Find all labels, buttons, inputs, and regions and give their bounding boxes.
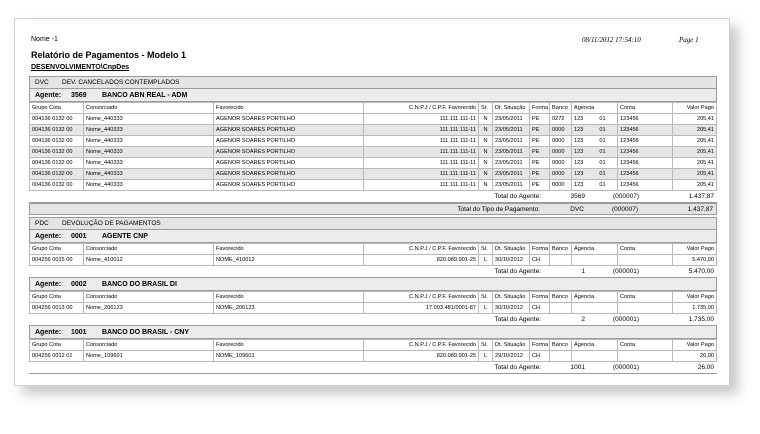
table-cell: AGENOR SOARES PORTILHO: [214, 125, 364, 136]
table-row: [30, 136, 717, 147]
table-cell: Nome_440333: [84, 147, 214, 158]
payment-type-code: DVC: [35, 79, 49, 86]
column-header: Consorciado: [84, 103, 214, 114]
table-cell: CH: [530, 351, 550, 362]
table-cell: PE: [530, 180, 550, 191]
agent-number: 1001: [71, 328, 87, 336]
table-cell: [618, 255, 673, 266]
table-cell: [572, 147, 618, 158]
payment-type-header: [29, 76, 717, 89]
column-header: Conta: [618, 292, 673, 303]
column-header: Favorecido: [214, 103, 364, 114]
column-header: Dt. Situação: [493, 340, 530, 351]
table-cell: NOME_109601: [214, 351, 364, 362]
table-cell: 123456: [618, 125, 673, 136]
table-cell: 111.111.111-11: [364, 125, 479, 136]
agencia-digit: 01: [599, 149, 606, 155]
table-cell: AGENOR SOARES PORTILHO: [214, 180, 364, 191]
agencia-value: 123: [574, 171, 584, 177]
column-header: Valor Pago: [673, 103, 717, 114]
table-row: [30, 351, 717, 362]
column-header: Agencia: [572, 103, 618, 114]
table-cell: NOME_206123: [214, 303, 364, 314]
table-cell: 30/10/2012: [493, 303, 530, 314]
table-header-row: [30, 340, 717, 351]
table-cell: 23/05/2011: [493, 125, 530, 136]
agencia-digit: 01: [599, 182, 606, 188]
table-row: [30, 125, 717, 136]
table-cell: PE: [530, 147, 550, 158]
table-cell: AGENOR SOARES PORTILHO: [214, 114, 364, 125]
agent-total-number: 1001: [570, 364, 585, 371]
table-cell: 004256 0015 00: [30, 255, 84, 266]
agent-total-count: (000001): [612, 316, 639, 323]
table-cell: L: [479, 255, 493, 266]
column-header: Banco: [550, 340, 572, 351]
table-cell: 23/05/2011: [493, 158, 530, 169]
table-cell: [618, 303, 673, 314]
column-header: Consorciado: [84, 340, 214, 351]
table-cell: PE: [530, 158, 550, 169]
column-header: Agencia: [572, 340, 618, 351]
table-cell: 004136 0132 00: [30, 114, 84, 125]
table-cell: 123456: [618, 147, 673, 158]
table-cell: [572, 114, 618, 125]
table-cell: 004136 0132 00: [30, 169, 84, 180]
column-header: Dt. Situação: [493, 292, 530, 303]
column-header: St.: [479, 244, 493, 255]
table-cell: N: [479, 169, 493, 180]
payments-table: [29, 291, 717, 314]
column-header: Consorciado: [84, 292, 214, 303]
table-cell: 23/05/2011: [493, 180, 530, 191]
table-cell: 123456: [618, 180, 673, 191]
table-cell: AGENOR SOARES PORTILHO: [214, 147, 364, 158]
table-cell: [550, 255, 572, 266]
agent-total-count: (000001): [612, 364, 639, 371]
agent-label: Agente:: [35, 280, 62, 288]
report-subtitle: DESENVOLVIMENTO\CnpDes: [31, 64, 130, 71]
agent-label: Agente:: [35, 328, 62, 336]
table-cell: 205,41: [673, 180, 717, 191]
agent-header: [29, 89, 717, 102]
column-header: Conta: [618, 340, 673, 351]
table-row: [30, 158, 717, 169]
table-cell: 205,41: [673, 147, 717, 158]
column-header: Favorecido: [214, 244, 364, 255]
table-cell: 0000: [550, 136, 572, 147]
agent-label: Agente:: [35, 91, 62, 99]
agent-number: 0002: [71, 280, 87, 288]
table-cell: Nome_440333: [84, 158, 214, 169]
table-cell: CH: [530, 303, 550, 314]
table-cell: 205,41: [673, 125, 717, 136]
type-total-count: (000007): [611, 205, 638, 213]
table-cell: 123456: [618, 136, 673, 147]
table-cell: 26,00: [673, 351, 717, 362]
payments-table: [29, 102, 717, 191]
column-header: Dt. Situação: [493, 103, 530, 114]
table-row: [30, 255, 717, 266]
agencia-value: 123: [574, 149, 584, 155]
table-cell: 111.111.111-11: [364, 169, 479, 180]
column-header: Banco: [550, 103, 572, 114]
table-cell: N: [479, 180, 493, 191]
table-cell: Nome_410012: [84, 255, 214, 266]
payments-table: [29, 243, 717, 266]
table-cell: 004136 0132 00: [30, 147, 84, 158]
table-cell: 004256 0012 01: [30, 351, 84, 362]
page-number: Page 1: [679, 36, 699, 44]
agent-label: Agente:: [35, 232, 62, 240]
agent-total-value: 1.437,87: [688, 193, 714, 200]
table-cell: 23/05/2011: [493, 169, 530, 180]
payment-type-name: DEVOLUÇÃO DE PAGAMENTOS: [62, 220, 161, 227]
table-row: [30, 114, 717, 125]
table-cell: N: [479, 147, 493, 158]
column-header: Favorecido: [214, 340, 364, 351]
column-header: Grupo Cota: [30, 103, 84, 114]
table-cell: 5.470,00: [673, 255, 717, 266]
agencia-digit: 01: [599, 127, 606, 133]
column-header: Grupo Cota: [30, 244, 84, 255]
table-cell: [572, 158, 618, 169]
table-cell: [550, 351, 572, 362]
table-cell: 205,41: [673, 114, 717, 125]
column-header: Valor Pago: [673, 292, 717, 303]
column-header: St.: [479, 292, 493, 303]
column-header: Banco: [550, 292, 572, 303]
agencia-digit: 01: [599, 171, 606, 177]
agent-total-label: Total do Agente:: [494, 364, 541, 371]
column-header: Agencia: [572, 292, 618, 303]
table-cell: 123456: [618, 114, 673, 125]
column-header: C.N.P.J / C.P.F. Favorecido: [364, 244, 479, 255]
column-header: Forma: [530, 292, 550, 303]
table-header-row: [30, 292, 717, 303]
report-content: [29, 76, 717, 374]
column-header: St.: [479, 340, 493, 351]
agent-number: 0001: [71, 232, 87, 240]
table-cell: PE: [530, 114, 550, 125]
table-cell: N: [479, 158, 493, 169]
table-cell: AGENOR SOARES PORTILHO: [214, 169, 364, 180]
payment-type-code: PDC: [35, 220, 49, 227]
table-cell: 111.111.111-11: [364, 158, 479, 169]
table-row: [30, 303, 717, 314]
table-cell: 111.111.111-11: [364, 180, 479, 191]
type-total-value: 1.437,87: [687, 205, 713, 213]
table-cell: 0000: [550, 125, 572, 136]
table-cell: AGENOR SOARES PORTILHO: [214, 158, 364, 169]
table-cell: 004136 0132 00: [30, 125, 84, 136]
table-row: [30, 180, 717, 191]
table-row: [30, 147, 717, 158]
column-header: Forma: [530, 340, 550, 351]
table-cell: Nome_440333: [84, 169, 214, 180]
table-cell: 17.093.481/0001-87: [364, 303, 479, 314]
table-cell: PE: [530, 125, 550, 136]
agent-total-count: (000007): [612, 193, 639, 200]
table-cell: 004136 0132 00: [30, 136, 84, 147]
table-cell: 30/10/2012: [493, 255, 530, 266]
table-row: [30, 169, 717, 180]
agent-total-value: 5.470,00: [688, 268, 714, 275]
agencia-value: 123: [574, 160, 584, 166]
table-cell: 004136 0132 00: [30, 158, 84, 169]
table-cell: [618, 351, 673, 362]
table-cell: [572, 136, 618, 147]
table-cell: 205,41: [673, 158, 717, 169]
agent-total-label: Total do Agente:: [494, 193, 541, 200]
column-header: Agencia: [572, 244, 618, 255]
table-cell: L: [479, 351, 493, 362]
column-header: St.: [479, 103, 493, 114]
table-cell: PE: [530, 136, 550, 147]
table-cell: PE: [530, 169, 550, 180]
agencia-digit: 01: [599, 116, 606, 122]
table-cell: 23/05/2011: [493, 136, 530, 147]
table-cell: [572, 180, 618, 191]
table-cell: [572, 169, 618, 180]
agent-total-row: [29, 362, 717, 374]
agent-name: BANCO ABN REAL - ADM: [102, 91, 188, 99]
agent-total-number: 1: [581, 268, 585, 275]
table-cell: 0000: [550, 169, 572, 180]
table-cell: 0000: [550, 158, 572, 169]
table-cell: AGENOR SOARES PORTILHO: [214, 136, 364, 147]
table-cell: [550, 303, 572, 314]
column-header: Grupo Cota: [30, 292, 84, 303]
report-datetime: 08/11/2012 17:54:10: [582, 36, 641, 44]
column-header: Forma: [530, 244, 550, 255]
agent-total-label: Total do Agente:: [494, 268, 541, 275]
agencia-digit: 01: [599, 138, 606, 144]
agencia-value: 123: [574, 138, 584, 144]
table-header-row: [30, 244, 717, 255]
type-total-code: DVC: [570, 205, 584, 213]
table-cell: 0000: [550, 147, 572, 158]
agent-total-label: Total do Agente:: [494, 316, 541, 323]
column-header: Dt. Situação: [493, 244, 530, 255]
table-cell: CH: [530, 255, 550, 266]
column-header: C.N.P.J / C.P.F. Favorecido: [364, 103, 479, 114]
table-cell: 23/05/2011: [493, 114, 530, 125]
table-cell: 123456: [618, 158, 673, 169]
agent-total-row: [29, 314, 717, 326]
table-cell: 1.735,00: [673, 303, 717, 314]
column-header: Valor Pago: [673, 244, 717, 255]
agent-total-value: 1.735,00: [688, 316, 714, 323]
agencia-value: 123: [574, 116, 584, 122]
payment-type-total-row: [29, 203, 717, 215]
table-cell: 205,41: [673, 136, 717, 147]
report-page: [14, 18, 730, 386]
table-cell: Nome_440333: [84, 114, 214, 125]
agencia-digit: 01: [599, 160, 606, 166]
agent-total-number: 3569: [570, 193, 585, 200]
payment-type-name: DEV. CANCELADOS CONTEMPLADOS: [62, 79, 180, 86]
table-header-row: [30, 103, 717, 114]
agent-total-number: 2: [581, 316, 585, 323]
table-cell: N: [479, 114, 493, 125]
table-cell: [572, 125, 618, 136]
agent-number: 3569: [71, 91, 87, 99]
agent-total-row: [29, 266, 717, 278]
table-cell: [572, 255, 618, 266]
table-cell: Nome_440333: [84, 180, 214, 191]
payment-type-header: [29, 217, 717, 230]
agencia-value: 123: [574, 127, 584, 133]
table-cell: 0272: [550, 114, 572, 125]
table-cell: Nome_109601: [84, 351, 214, 362]
agent-name: BANCO DO BRASIL DI: [102, 280, 177, 288]
agent-name: BANCO DO BRASIL - CNY: [102, 328, 189, 336]
column-header: Grupo Cota: [30, 340, 84, 351]
table-cell: 004256 0013 00: [30, 303, 84, 314]
table-cell: Nome_206123: [84, 303, 214, 314]
agent-header: [29, 326, 717, 339]
agent-name: AGENTE CNP: [102, 232, 148, 240]
table-cell: 205,41: [673, 169, 717, 180]
report-name: Nome -1: [31, 36, 58, 43]
table-cell: NOME_410012: [214, 255, 364, 266]
table-cell: 820.089.901-25: [364, 255, 479, 266]
table-cell: N: [479, 125, 493, 136]
agent-total-value: 26,00: [697, 364, 714, 371]
agent-total-count: (000001): [612, 268, 639, 275]
column-header: Valor Pago: [673, 340, 717, 351]
column-header: Conta: [618, 244, 673, 255]
agent-header: [29, 278, 717, 291]
table-cell: 123456: [618, 169, 673, 180]
table-cell: 111.111.111-11: [364, 114, 479, 125]
agent-header: [29, 230, 717, 243]
table-cell: Nome_440333: [84, 136, 214, 147]
table-cell: N: [479, 136, 493, 147]
table-cell: Nome_440333: [84, 125, 214, 136]
column-header: Forma: [530, 103, 550, 114]
payments-table: [29, 339, 717, 362]
table-cell: 111.111.111-11: [364, 147, 479, 158]
column-header: Conta: [618, 103, 673, 114]
table-cell: 29/10/2012: [493, 351, 530, 362]
agencia-value: 123: [574, 182, 584, 188]
agent-total-row: [29, 191, 717, 203]
table-cell: 23/05/2011: [493, 147, 530, 158]
column-header: C.N.P.J / C.P.F. Favorecido: [364, 292, 479, 303]
column-header: Favorecido: [214, 292, 364, 303]
table-cell: [572, 351, 618, 362]
column-header: Banco: [550, 244, 572, 255]
column-header: C.N.P.J / C.P.F. Favorecido: [364, 340, 479, 351]
table-cell: 004136 0132 00: [30, 180, 84, 191]
table-cell: 820.089.901-25: [364, 351, 479, 362]
table-cell: 0000: [550, 180, 572, 191]
table-cell: [572, 303, 618, 314]
column-header: Consorciado: [84, 244, 214, 255]
report-title: Relatório de Pagamentos - Modelo 1: [31, 50, 187, 60]
type-total-label: Total do Tipo de Pagamento:: [457, 205, 540, 213]
table-cell: 111.111.111-11: [364, 136, 479, 147]
table-cell: L: [479, 303, 493, 314]
